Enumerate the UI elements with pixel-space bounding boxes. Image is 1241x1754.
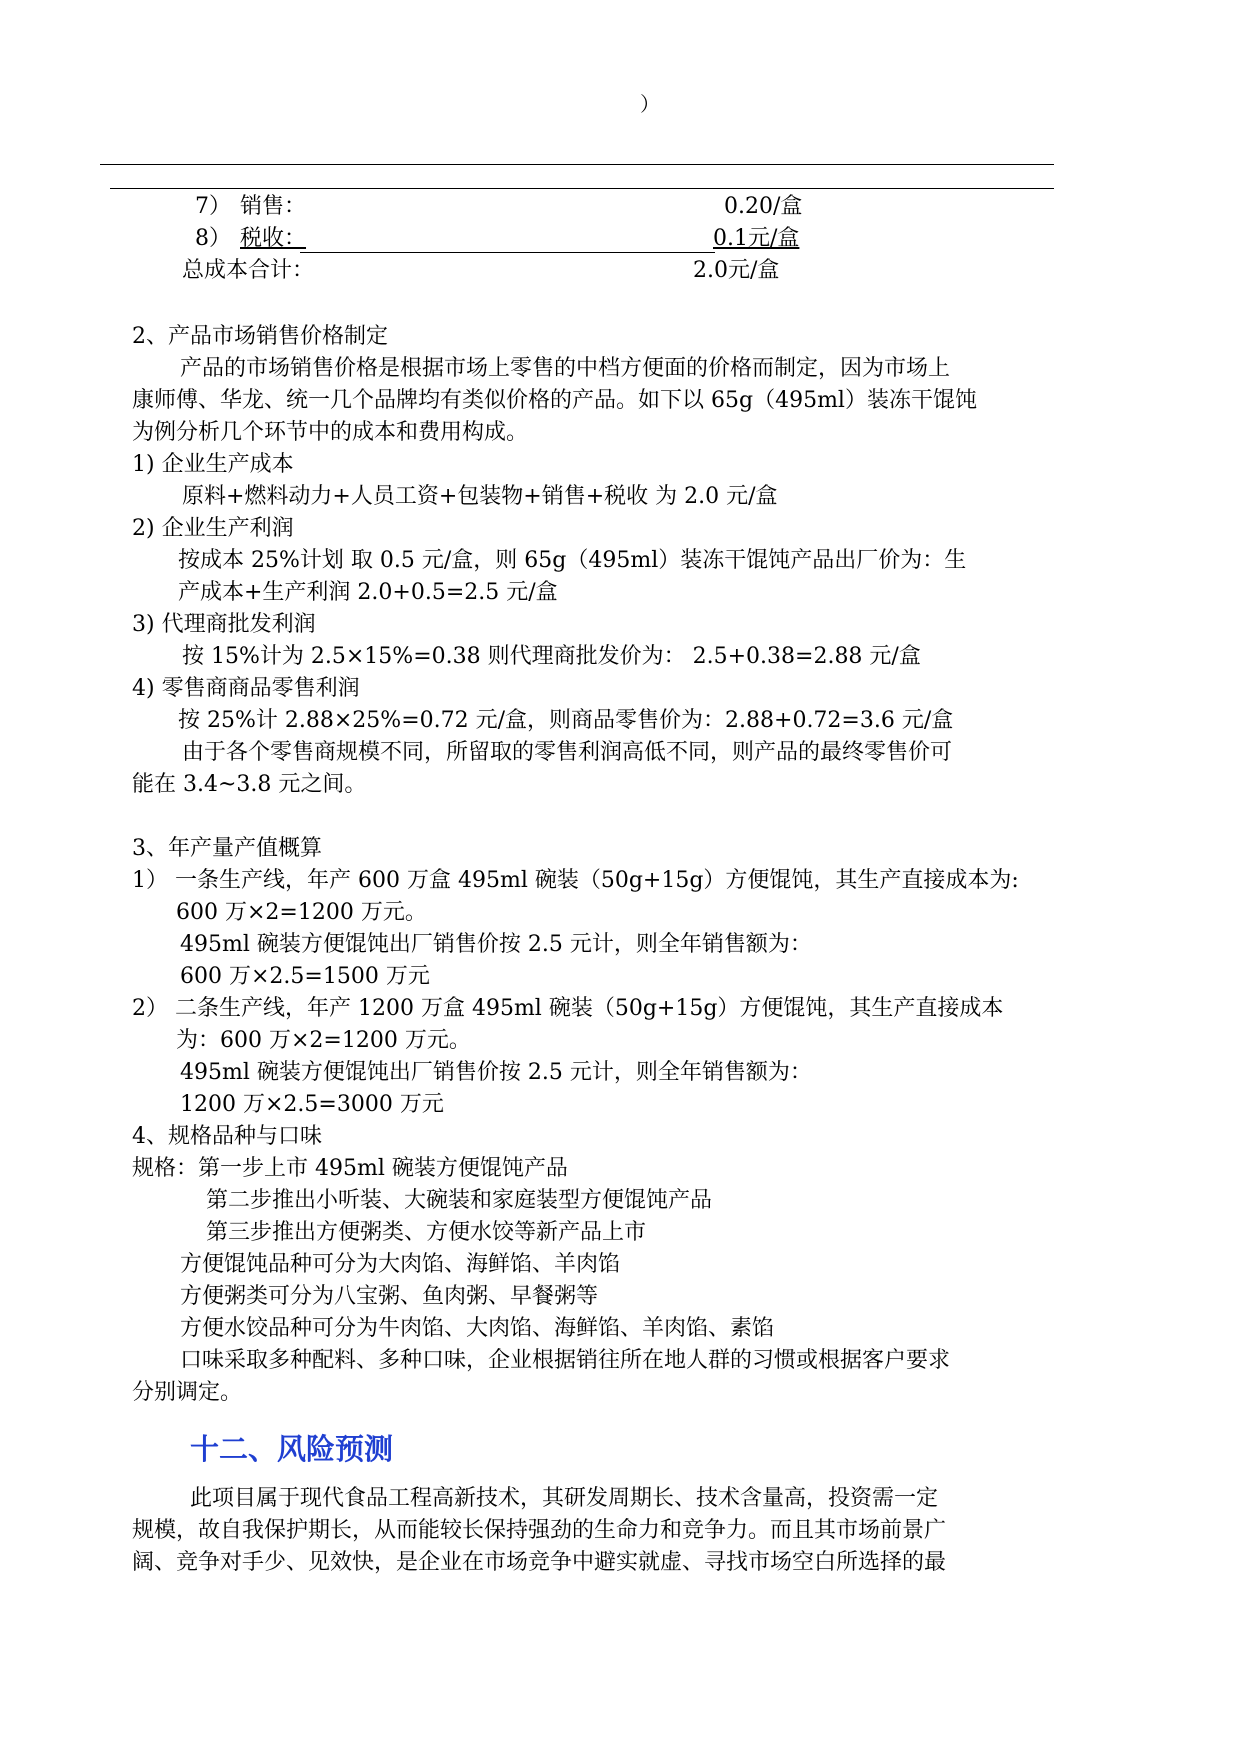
paragraph-line: 方便馄饨品种可分为大肉馅、海鲜馅、羊肉馅 <box>180 1252 621 1277</box>
paragraph-line: 规格：第一步上市 495ml 碗装方便馄饨产品 <box>132 1156 568 1181</box>
cost-row-value: 0.1元/盒 <box>713 226 800 251</box>
section-heading: 2、产品市场销售价格制定 <box>132 324 388 349</box>
list-detail: 原料+燃料动力+人员工资+包装物+销售+税收 为 2.0 元/盒 <box>182 484 778 509</box>
cost-row-value: 0.20/盒 <box>724 194 803 219</box>
paragraph-line: 规模，故自我保护期长，从而能较长保持强劲的生命力和竞争力。而且其市场前景广 <box>132 1518 947 1543</box>
paragraph-line: 第二步推出小听装、大碗装和家庭装型方便馄饨产品 <box>206 1188 713 1213</box>
list-item: 3) 代理商批发利润 <box>132 612 316 637</box>
list-detail: 按 25%计 2.88×25%=0.72 元/盒，则商品零售价为：2.88+0.72=3.6 元/盒 <box>178 708 954 733</box>
list-item: 1) 企业生产成本 <box>132 452 294 477</box>
paragraph-line: 分别调定。 <box>132 1380 243 1405</box>
cost-row-num: 8） <box>195 226 231 251</box>
list-detail: 600 万×2=1200 万元。 <box>176 900 427 925</box>
paragraph-line: 能在 3.4~3.8 元之间。 <box>132 772 367 797</box>
list-detail: 600 万×2.5=1500 万元 <box>180 964 430 989</box>
cost-total-value: 2.0元/盒 <box>693 258 780 283</box>
paragraph-line: 方便粥类可分为八宝粥、鱼肉粥、早餐粥等 <box>180 1284 599 1309</box>
cost-row-label: 税收： <box>240 226 307 251</box>
list-item: 4) 零售商商品零售利润 <box>132 676 360 701</box>
list-detail: 按 15%计为 2.5×15%=0.38 则代理商批发价为： 2.5+0.38=2.88 元/盒 <box>182 644 921 669</box>
list-detail: 1200 万×2.5=3000 万元 <box>180 1092 444 1117</box>
paragraph-line: 方便水饺品种可分为牛肉馅、大肉馅、海鲜馅、羊肉馅、素馅 <box>180 1316 775 1341</box>
list-detail: 为：600 万×2=1200 万元。 <box>176 1028 471 1053</box>
header-rule-top <box>100 164 1054 165</box>
cost-row-label: 销售： <box>240 194 307 219</box>
header-mark: ） <box>640 92 660 116</box>
list-item: 1） 一条生产线，年产 600 万盒 495ml 碗装（50g+15g）方便馄饨，其生产直接成本为: <box>132 868 1019 893</box>
list-detail: 495ml 碗装方便馄饨出厂销售价按 2.5 元计，则全年销售额为： <box>180 932 812 957</box>
paragraph-line: 此项目属于现代食品工程高新技术，其研发周期长、技术含量高，投资需一定 <box>190 1486 939 1511</box>
paragraph-line: 康师傅、华龙、统一几个品牌均有类似价格的产品。如下以 65g（495ml）装冻干馄饨 <box>132 388 977 413</box>
list-item: 2） 二条生产线，年产 1200 万盒 495ml 碗装（50g+15g）方便馄饨，其生产直接成本 <box>132 996 1004 1021</box>
paragraph-line: 阔、竞争对手少、见效快，是企业在市场竞争中避实就虚、寻找市场空白所选择的最 <box>132 1550 947 1575</box>
list-detail: 495ml 碗装方便馄饨出厂销售价按 2.5 元计，则全年销售额为： <box>180 1060 812 1085</box>
section-heading: 3、年产量产值概算 <box>132 836 322 861</box>
list-detail: 产成本+生产利润 2.0+0.5=2.5 元/盒 <box>178 580 558 605</box>
cost-total-label: 总成本合计： <box>182 258 315 283</box>
paragraph-line: 为例分析几个环节中的成本和费用构成。 <box>132 420 529 445</box>
section-heading: 4、规格品种与口味 <box>132 1124 322 1149</box>
paragraph-line: 第三步推出方便粥类、方便水饺等新产品上市 <box>206 1220 647 1245</box>
paragraph-line: 由于各个零售商规模不同，所留取的零售利润高低不同，则产品的最终零售价可 <box>182 740 953 765</box>
header-rule-bottom <box>110 188 1054 189</box>
list-detail: 按成本 25%计划 取 0.5 元/盒，则 65g（495ml）装冻干馄饨产品出厂价为：生 <box>178 548 967 573</box>
risk-forecast-heading: 十二、风险预测 <box>190 1432 394 1466</box>
list-item: 2) 企业生产利润 <box>132 516 294 541</box>
paragraph-line: 产品的市场销售价格是根据市场上零售的中档方便面的价格而制定，因为市场上 <box>180 356 951 381</box>
paragraph-line: 口味采取多种配料、多种口味，企业根据销往所在地人群的习惯或根据客户要求 <box>180 1348 951 1373</box>
cost-row-underline <box>300 252 715 253</box>
cost-row-num: 7） <box>195 194 231 219</box>
